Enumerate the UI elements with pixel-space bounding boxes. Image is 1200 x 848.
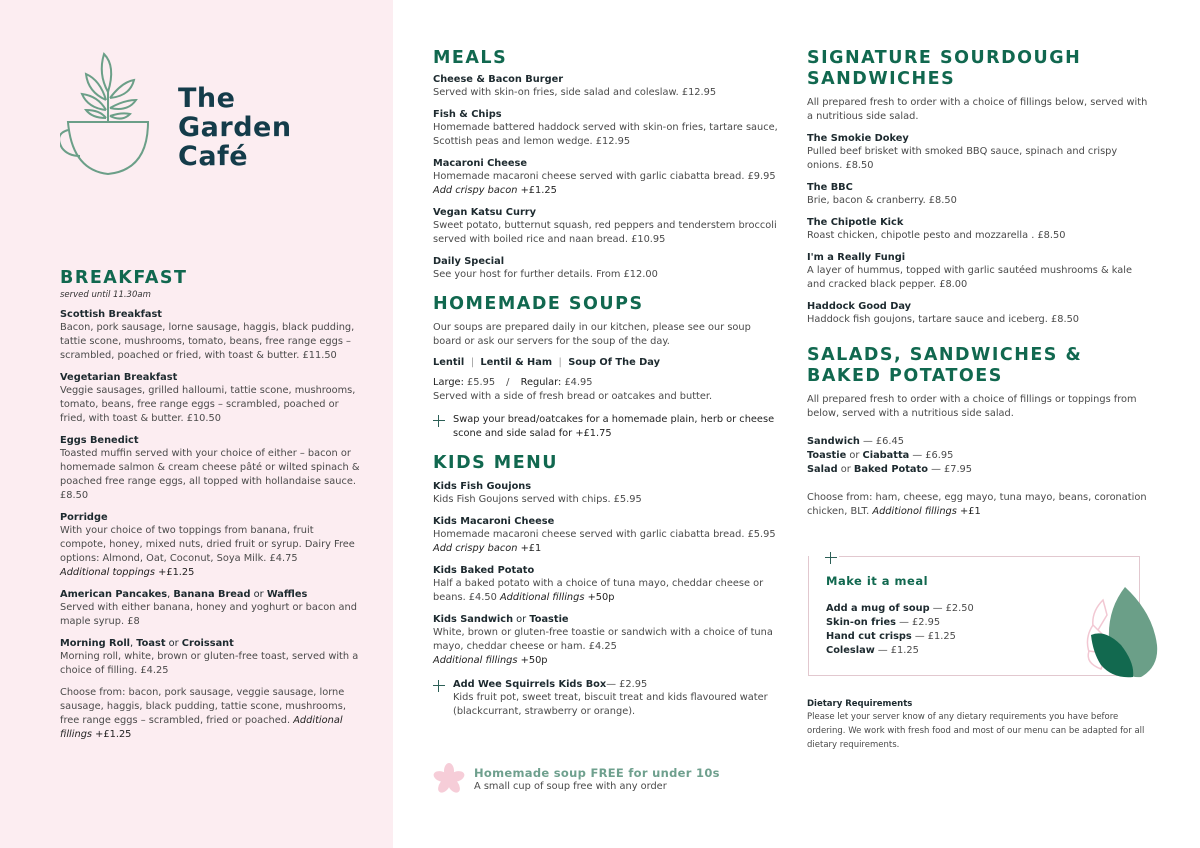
breakfast-section [60,268,360,742]
price-row [807,463,1152,477]
item-desc: With your choice of two toppings from banana, fruit compote, honey, mixed nuts, dried fruit or syrup. Dairy Free options: Almond, Oat, Coconut, Soya Milk. £4.75 [60,525,355,564]
item-desc: Homemade battered haddock served with skin-on fries, tartare sauce, Scottish peas and lemon wedge. £12.95 [433,122,778,147]
item-name: Toastie [529,614,569,625]
extra-price: +£1 [520,543,542,554]
price-item: Ciabatta [862,450,910,461]
addon-price: — £1.25 [874,645,919,656]
soup-variety: Lentil & Ham [480,357,553,368]
separator: | [558,357,562,368]
addon-row [826,630,974,644]
item-name: The Smokie Dokey [807,133,909,144]
flower-icon [433,763,465,795]
item-name: I'm a Really Fungi [807,252,906,263]
menu-item [433,613,778,668]
separator: | [470,357,474,368]
item-desc: Roast chicken, chipotle pesto and mozzarella . £8.50 [807,230,1066,241]
menu-item [433,73,778,100]
logo-line: The [178,83,236,114]
separator: or [846,450,863,461]
addon-price: — £1.25 [911,631,956,642]
soup-variety: Lentil [433,357,465,368]
item-name: Kids Baked Potato [433,565,535,576]
large-price: £5.95 [467,377,496,388]
item-name: The BBC [807,182,853,193]
soup-variety: Soup Of The Day [568,357,660,368]
logo-wordmark [178,84,292,171]
section-title: KIDS MENU [433,453,559,473]
extra-label: Additional fillings [433,655,518,666]
price: — £7.95 [927,464,973,475]
dietary-title: Dietary Requirements [807,699,913,709]
item-desc: Sweet potato, butternut squash, red peppers and tenderstem broccoli served with boiled rice and naan bread. £10.95 [433,220,777,245]
large-label: Large: [433,377,464,388]
section-title [807,48,1152,90]
soup-prices [433,376,778,390]
extra-price: +£1.25 [95,729,132,740]
extra-label: Additionol fillings [872,506,957,517]
item-name: Vegetarian Breakfast [60,372,178,383]
section-title: BREAKFAST [60,268,188,288]
menu-item [433,480,778,507]
regular-label: Regular: [520,377,562,388]
extra-price: +50p [520,655,548,666]
item-name: Fish & Chips [433,109,502,120]
title-line: BAKED POTATOES [807,366,1003,386]
menu-item [60,371,360,426]
soup-varieties [433,356,778,369]
menu-item [60,637,360,678]
item-name: Vegan Katsu Curry [433,207,537,218]
extra-price: +50p [587,592,615,603]
price: — £6.95 [909,450,954,461]
section-subtitle: served until 11.30am [60,290,151,300]
price-row [807,435,1152,449]
free-soup-title: Homemade soup FREE for under 10s [474,766,720,780]
item-desc: See your host for further details. From £12.00 [433,269,658,280]
menu-item [60,588,360,629]
item-desc: Haddock fish goujons, tartare sauce and iceberg. £8.50 [807,314,1080,325]
price-item: Sandwich [807,436,860,447]
item-desc: Served with either banana, honey and yoghurt or bacon and maple syrup. £8 [60,602,357,627]
middle-column [433,48,778,719]
salads-fillings [807,491,1152,519]
menu-item [433,255,778,282]
soup-served: Served with a side of fresh bread or oatcakes and butter. [433,391,713,402]
meal-addons-list [826,602,974,658]
addon-name: Add a mug of soup [826,603,930,614]
menu-item [807,216,1152,243]
menu-item [60,308,360,363]
item-desc: Half a baked potato with a choice of tuna mayo, cheddar cheese or beans. £4.50 [433,578,764,603]
plus-icon [433,680,445,692]
scone-swap-addon [433,413,778,441]
menu-item [807,132,1152,173]
menu-item [433,206,778,247]
addon-name: Skin-on fries [826,617,897,628]
item-name: Macaroni Cheese [433,158,528,169]
price-item: Toastie [807,450,847,461]
dietary-text: Please let your server know of any dietary requirements you have before ordering. We work with fresh food and most of our menu can be adapted for all dietary requirements. [807,712,1145,750]
menu-item [433,564,778,605]
logo-line: Café [178,141,249,172]
item-desc: Bacon, pork sausage, lorne sausage, haggis, black pudding, tattie scone, mushrooms, tomato, beans, free range eggs – scrambled, poached or fried, with toast & butter. £11.50 [60,322,355,361]
item-name: Haddock Good Day [807,301,912,312]
addon-row [826,616,974,630]
item-desc: Kids Fish Goujons served with chips. £5.95 [433,494,642,505]
menu-item [433,515,778,556]
price-item: Salad [807,464,838,475]
fillings-text: Choose from: bacon, pork sausage, veggie sausage, lorne sausage, haggis, black pudding, tattie scone, mushrooms, free range eggs – scrambled, fried or poached. [60,687,346,726]
item-desc: Kids fruit pot, sweet treat, biscuit treat and kids flavoured water (blackcurrant, strawberry or orange). [453,692,768,717]
item-name: The Chipotle Kick [807,217,904,228]
salads-intro: All prepared fresh to order with a choice of fillings or toppings from below, served with a nutritious side salad. [807,394,1137,419]
regular-price: £4.95 [564,377,593,388]
dietary-requirements [807,698,1147,752]
extra-price: +£1 [960,506,981,517]
separator: or [250,589,267,600]
addon-row [826,644,974,658]
fillings-text: Choose from: ham, cheese, egg mayo, tuna mayo, beans, coronation chicken, BLT. [807,492,1147,517]
extra-label: Additional fillings [499,592,585,603]
cafe-logo [60,52,350,182]
price-row [807,449,1152,463]
free-soup-callout [474,766,720,794]
item-name: Croissant [181,638,234,649]
separator: or [837,464,854,475]
fillings-note [60,686,360,742]
extra-label: Additional fillings [60,715,343,740]
separator: , [130,638,137,649]
kids-box-addon [433,678,778,719]
item-name: Add Wee Squirrels Kids Box [453,679,607,690]
plus-icon [433,415,445,427]
section-title: MEALS [433,48,508,68]
extra-price: +£1.25 [158,567,195,578]
cup-plant-icon [60,52,160,182]
item-desc: Pulled beef brisket with smoked BBQ sauce, spinach and crispy onions. £8.50 [807,146,1118,171]
addon-price: — £2.95 [896,617,941,628]
item-desc: Toasted muffin served with your choice of either – bacon or homemade salmon & cream cheese pâté or wilted spinach & poached free range eggs, all topped with hollandaise sauce. £8.50 [60,448,360,501]
free-soup-desc: A small cup of soup free with any order [474,781,667,792]
item-desc: Homemade macaroni cheese served with garlic ciabatta bread. £9.95 [433,171,776,182]
section-title [807,345,1152,387]
item-desc: Homemade macaroni cheese served with garlic ciabatta bread. £5.95 [433,529,776,540]
right-column [807,48,1152,519]
separator: or [165,638,182,649]
item-desc: White, brown or gluten-free toastie or sandwich with a choice of tuna mayo, cheddar cheese or ham. £4.25 [433,627,773,652]
menu-item [60,434,360,503]
item-desc: Veggie sausages, grilled halloumi, tattie scone, mushrooms, tomato, beans, free range eggs – scrambled, poached or fried, with toast & butter. £10.50 [60,385,356,424]
extra-label: Add crispy bacon [433,543,518,554]
meal-box-title: Make it a meal [826,574,929,588]
extra-label: Additional toppings [60,567,155,578]
title-line: SANDWICHES [807,69,956,89]
item-name: Banana Bread [173,589,251,600]
item-name: Kids Fish Goujons [433,481,532,492]
item-price: — £2.95 [606,679,648,690]
plus-icon [825,552,837,564]
item-desc: Morning roll, white, brown or gluten-free toast, served with a choice of filling. £4.25 [60,651,359,676]
swap-text: Swap your bread/oatcakes for a homemade plain, herb or cheese scone and side salad for +£1.75 [453,414,775,439]
item-name: Toast [136,638,166,649]
title-line: SIGNATURE SOURDOUGH [807,48,1082,68]
separator: , [167,589,174,600]
section-title: HOMEMADE SOUPS [433,294,644,314]
item-name: Morning Roll [60,638,131,649]
separator: or [513,614,530,625]
price-item: Baked Potato [853,464,928,475]
extra-price: +£1.25 [520,185,557,196]
salads-prices [807,435,1152,477]
menu-item [433,157,778,198]
item-desc: Brie, bacon & cranberry. £8.50 [807,195,957,206]
menu-item [807,300,1152,327]
menu-item [807,181,1152,208]
soups-intro: Our soups are prepared daily in our kitchen, please see our soup board or ask our servers for the soup of the day. [433,322,751,347]
item-name: Kids Macaroni Cheese [433,516,555,527]
item-name: Daily Special [433,256,505,267]
addon-price: — £2.50 [929,603,974,614]
title-line: SALADS, SANDWICHES & [807,345,1083,365]
extra-label: Add crispy bacon [433,185,518,196]
item-desc: Served with skin-on fries, side salad and coleslaw. £12.95 [433,87,717,98]
item-name: Waffles [266,589,308,600]
item-name: Scottish Breakfast [60,309,162,320]
item-name: Eggs Benedict [60,435,139,446]
leaf-illustration-icon [1083,585,1163,680]
menu-item [807,251,1152,292]
item-name: Cheese & Bacon Burger [433,74,564,85]
price: — £6.45 [859,436,904,447]
addon-row [826,602,974,616]
logo-line: Garden [178,112,292,143]
addon-name: Hand cut crisps [826,631,912,642]
menu-item [433,108,778,149]
addon-name: Coleslaw [826,645,875,656]
item-name: Porridge [60,512,108,523]
item-desc: A layer of hummus, topped with garlic sautéed mushrooms & kale and cracked black pepper. £8.00 [807,265,1133,290]
sourdough-intro: All prepared fresh to order with a choice of fillings below, served with a nutritious side salad. [807,97,1148,122]
item-name: Kids Sandwich [433,614,514,625]
separator: / [506,377,510,388]
item-name: American Pancakes [60,589,168,600]
menu-item [60,511,360,580]
